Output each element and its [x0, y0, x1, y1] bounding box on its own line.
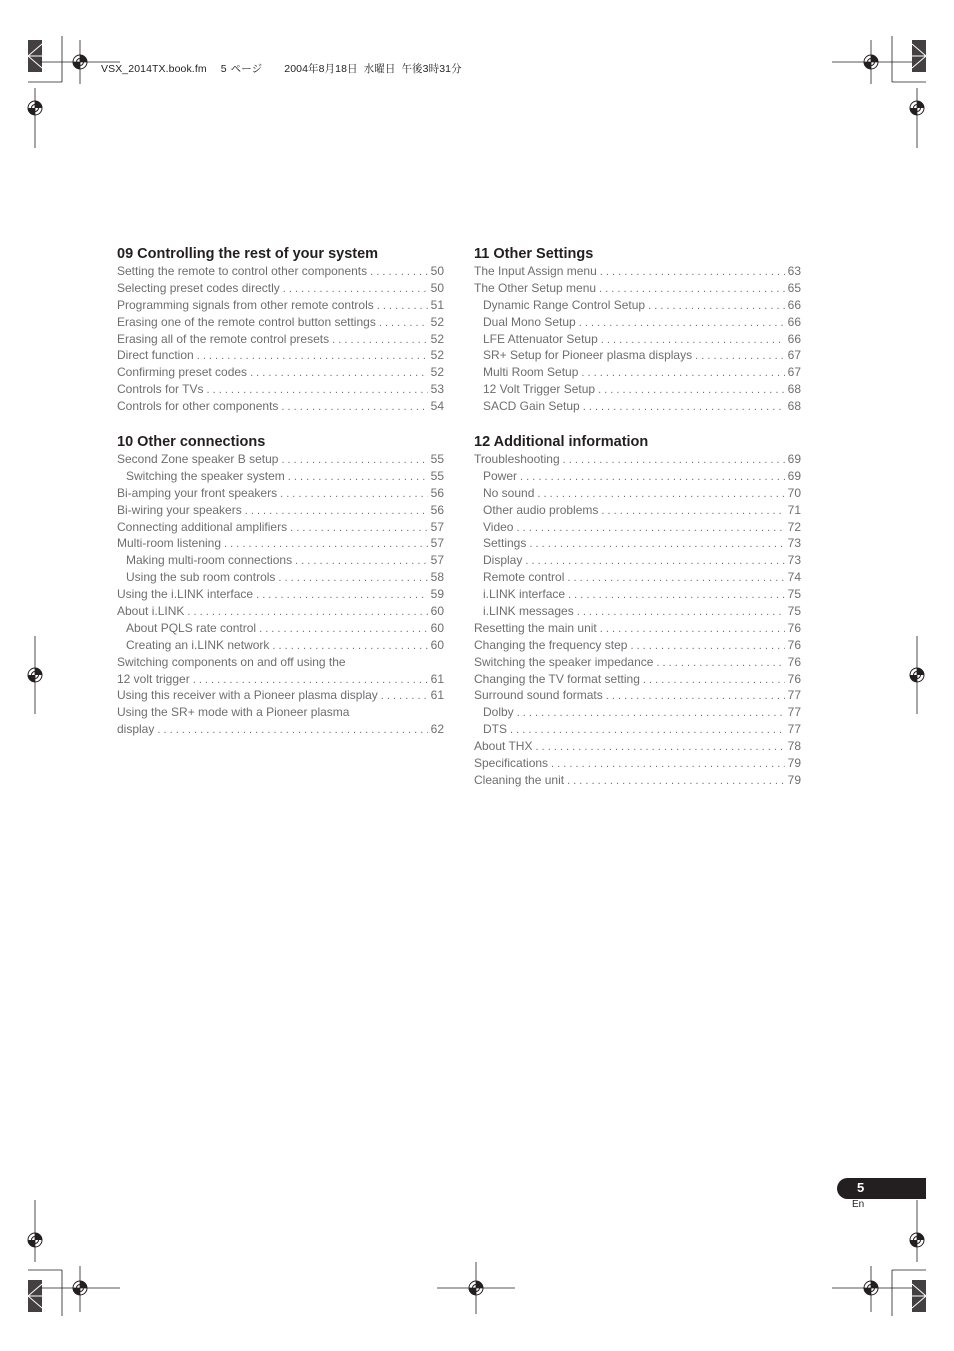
leader-dots [581, 365, 784, 382]
toc-entry-page: 60 [430, 620, 444, 635]
toc-subentry[interactable] [117, 552, 444, 569]
leader-dots [256, 587, 428, 604]
toc-entry-page: 77 [787, 722, 801, 737]
section-title: 10 Other connections [117, 434, 266, 451]
leader-dots [281, 452, 427, 469]
toc-entry-text: Selecting preset codes directly [117, 280, 280, 295]
toc-subentry[interactable] [474, 364, 801, 381]
leader-dots [598, 382, 785, 399]
toc-entry-text: Troubleshooting [474, 452, 560, 467]
toc-entry-text: Direct function [117, 348, 194, 363]
toc-entry-text: Cleaning the unit [474, 772, 565, 787]
toc-entry-page: 58 [430, 570, 444, 585]
toc-entry-page: 63 [787, 264, 801, 278]
toc-entry-text: Remote control [483, 570, 565, 585]
toc-entry-page: 66 [787, 297, 801, 312]
toc-entry-page: 78 [787, 739, 801, 754]
toc-entry-text: Dolby [483, 705, 514, 720]
toc-entry-page: 61 [430, 671, 444, 686]
toc-left-column [117, 245, 444, 756]
toc-entry-text: Other audio problems [483, 502, 599, 517]
toc-subentry[interactable] [117, 620, 444, 637]
toc-entry[interactable] [117, 331, 444, 348]
toc-entry-page: 68 [787, 399, 801, 414]
toc-entry-text: SR+ Setup for Pioneer plasma displays [483, 348, 693, 363]
toc-entry-text: Power [483, 468, 518, 483]
toc-entry-text: Controls for other components [117, 399, 279, 414]
toc-entry-page: 59 [430, 587, 444, 602]
toc-subentry[interactable] [474, 535, 801, 552]
toc-entry[interactable] [474, 654, 801, 671]
toc-entry-text: Controls for TVs [117, 382, 204, 397]
leader-dots [568, 587, 785, 604]
toc-entry-text: Using this receiver with a Pioneer plasma display [117, 688, 378, 703]
toc-entry-text: The Input Assign menu [474, 264, 597, 278]
toc-subentry[interactable] [474, 704, 801, 721]
leader-dots [520, 469, 785, 486]
toc-entry-page: 60 [430, 637, 444, 652]
toc-entry-text: 12 Volt Trigger Setup [483, 382, 596, 397]
toc-entry[interactable] [117, 398, 444, 415]
leader-dots [599, 281, 785, 298]
toc-entry-page: 75 [787, 587, 801, 602]
toc-entry-text: Setting the remote to control other components [117, 264, 368, 278]
leader-dots [600, 621, 785, 638]
toc-entry-page: 67 [787, 365, 801, 380]
toc-entry-text: Making multi-room connections [126, 553, 293, 568]
toc-entry-page: 57 [430, 519, 444, 534]
toc-entry-text: Video [483, 519, 514, 534]
leader-dots [259, 621, 428, 638]
leader-dots [290, 520, 428, 537]
leader-dots [377, 298, 428, 315]
leader-dots [283, 281, 428, 298]
page-number: 5 [857, 1180, 865, 1195]
leader-dots [516, 520, 784, 537]
language-label: En [852, 1199, 865, 1210]
toc-entry[interactable] [474, 687, 801, 704]
toc-entry[interactable] [117, 314, 444, 331]
toc-subentry[interactable] [474, 721, 801, 738]
toc-entry-page: 54 [430, 399, 444, 414]
toc-subentry[interactable] [474, 603, 801, 620]
toc-entry[interactable] [117, 535, 444, 552]
toc-section [117, 245, 444, 415]
toc-entry[interactable] [117, 687, 444, 704]
page-number-tab [837, 1178, 926, 1199]
toc-entry-page: 69 [787, 468, 801, 483]
toc-subentry[interactable] [474, 485, 801, 502]
leader-dots [600, 264, 785, 281]
toc-subentry[interactable] [474, 347, 801, 364]
toc-subentry[interactable] [474, 569, 801, 586]
toc-entry-page: 57 [430, 553, 444, 568]
toc-entry-text: No sound [483, 485, 535, 500]
toc-entry-page: 52 [430, 348, 444, 363]
toc-entry-page: 79 [787, 756, 801, 771]
toc-entry-page: 73 [787, 553, 801, 568]
leader-dots [583, 399, 785, 416]
leader-dots [250, 365, 428, 382]
toc-entry-page: 51 [430, 297, 444, 312]
toc-entry[interactable] [474, 280, 801, 297]
leader-dots [579, 315, 785, 332]
toc-entry-text: Resetting the main unit [474, 620, 597, 635]
toc-entry-page: 50 [430, 264, 444, 278]
leader-dots [567, 570, 784, 587]
toc-subentry[interactable] [474, 552, 801, 569]
toc-right-column [474, 245, 801, 807]
toc-entry-page: 75 [787, 604, 801, 619]
toc-entry-page: 61 [430, 688, 444, 703]
leader-dots [280, 486, 428, 503]
toc-entry-text: Confirming preset codes [117, 365, 248, 380]
toc-entry-text: Settings [483, 536, 527, 551]
toc-entry[interactable] [117, 381, 444, 398]
toc-section [474, 245, 801, 415]
slug-weekday: 水曜日 [363, 63, 396, 75]
leader-dots [272, 638, 427, 655]
toc-entry-page: 72 [787, 519, 801, 534]
leader-dots [332, 332, 428, 349]
leader-dots [567, 773, 785, 790]
leader-dots [529, 536, 784, 553]
toc-subentry[interactable] [474, 586, 801, 603]
toc-entry-text: Changing the frequency step [474, 637, 628, 652]
toc-entry-page: 73 [787, 536, 801, 551]
toc-entry[interactable] [117, 280, 444, 297]
leader-dots [370, 264, 427, 281]
leader-dots [537, 486, 784, 503]
slug-time: 午後3時31分 [401, 63, 462, 75]
toc-entry-text: Using the i.LINK interface [117, 587, 254, 602]
toc-entry[interactable] [117, 485, 444, 502]
leader-dots [563, 452, 785, 469]
toc-entry-page: 66 [787, 331, 801, 346]
leader-dots [643, 672, 785, 689]
slug-page: 5 [220, 63, 227, 75]
toc-entry-text: Display [483, 553, 523, 568]
leader-dots [606, 688, 785, 705]
toc-entry-text: The Other Setup menu [474, 280, 597, 295]
toc-entry[interactable] [474, 451, 801, 468]
toc-entry-page: 60 [430, 604, 444, 619]
toc-entry-page: 65 [787, 280, 801, 295]
slug-file: VSX_2014TX.book.fm [101, 63, 207, 75]
leader-dots [245, 503, 428, 520]
toc-entry[interactable] [474, 755, 801, 772]
leader-dots [577, 604, 785, 621]
toc-entry[interactable] [474, 772, 801, 789]
toc-entry[interactable] [474, 671, 801, 688]
toc-entry-page: 50 [430, 280, 444, 295]
toc-subentry[interactable] [474, 502, 801, 519]
toc-entry[interactable] [474, 263, 801, 280]
toc-entry[interactable] [117, 502, 444, 519]
toc-entry-page: 70 [787, 485, 801, 500]
toc-entry-page: 56 [430, 502, 444, 517]
toc-entry-text: DTS [483, 722, 507, 737]
toc-entry-page: 74 [787, 570, 801, 585]
toc-entry-text: Dynamic Range Control Setup [483, 297, 646, 312]
toc-entry-text: Specifications [474, 756, 549, 771]
toc-entry-text: Switching the speaker system [126, 468, 285, 483]
leader-dots [224, 536, 428, 553]
toc-entry-text: Bi-wiring your speakers [117, 502, 242, 517]
toc-entry-text: Connecting additional amplifiers [117, 519, 288, 534]
toc-entry-text: Second Zone speaker B setup [117, 452, 279, 467]
leader-dots [381, 688, 428, 705]
toc-entry-page: 76 [787, 654, 801, 669]
toc-entry-page: 76 [787, 620, 801, 635]
leader-dots [656, 655, 784, 672]
toc-entry-page: 67 [787, 348, 801, 363]
toc-entry-text: display [117, 722, 155, 737]
toc-entry[interactable] [474, 738, 801, 755]
toc-entry[interactable] [474, 637, 801, 654]
toc-subentry[interactable] [474, 398, 801, 415]
toc-entry-page: 52 [430, 365, 444, 380]
toc-entry-text: About PQLS rate control [126, 620, 257, 635]
toc-entry-text: Creating an i.LINK network [126, 637, 270, 652]
section-title: 11 Other Settings [474, 246, 594, 262]
toc-entry-text: Switching components on and off using the [117, 654, 346, 669]
toc-entry[interactable] [474, 620, 801, 637]
leader-dots [379, 315, 428, 332]
leader-dots [206, 382, 427, 399]
leader-dots [278, 570, 427, 587]
toc-entry-text: i.LINK messages [483, 604, 574, 619]
toc-subentry[interactable] [474, 297, 801, 314]
toc-entry[interactable] [117, 586, 444, 603]
leader-dots [601, 503, 784, 520]
toc-entry[interactable] [117, 297, 444, 314]
toc-subentry[interactable] [474, 519, 801, 536]
toc-entry-text: About i.LINK [117, 604, 185, 619]
toc-section [474, 433, 801, 789]
leader-dots [197, 348, 428, 365]
toc-entry-page: 57 [430, 536, 444, 551]
toc-entry-page: 76 [787, 671, 801, 686]
toc-entry-text: Dual Mono Setup [483, 314, 576, 329]
toc-entry-text: Erasing all of the remote control presets [117, 331, 330, 346]
toc-entry-page: 52 [430, 314, 444, 329]
leader-dots [157, 722, 427, 739]
toc-entry-text: i.LINK interface [483, 587, 566, 602]
toc-entry-page: 55 [430, 468, 444, 483]
toc-entry-text: Using the sub room controls [126, 570, 276, 585]
toc-entry-page: 77 [787, 705, 801, 720]
toc-entry-page: 69 [787, 452, 801, 467]
toc-entry-page: 77 [787, 688, 801, 703]
toc-entry-page: 68 [787, 382, 801, 397]
toc-entry-page: 66 [787, 314, 801, 329]
section-title: 12 Additional information [474, 434, 649, 451]
leader-dots [517, 705, 785, 722]
toc-subentry[interactable] [474, 331, 801, 348]
toc-entry-page: 79 [787, 772, 801, 787]
toc-entry-text: About THX [474, 739, 533, 754]
leader-dots [551, 756, 785, 773]
toc-entry-page: 53 [430, 382, 444, 397]
print-slug [101, 61, 476, 76]
toc-subentry[interactable] [474, 381, 801, 398]
slug-page-suffix: ページ [230, 63, 263, 75]
toc-entry-text: Programming signals from other remote controls [117, 297, 374, 312]
leader-dots [601, 332, 785, 349]
toc-subentry[interactable] [474, 468, 801, 485]
leader-dots [288, 469, 428, 486]
toc-entry-text: 12 volt trigger [117, 671, 190, 686]
toc-entry-text: Bi-amping your front speakers [117, 485, 278, 500]
toc-subentry[interactable] [474, 314, 801, 331]
leader-dots [648, 298, 785, 315]
toc-entry[interactable] [117, 654, 444, 688]
toc-subentry[interactable] [117, 637, 444, 654]
toc-entry[interactable] [117, 603, 444, 620]
toc-entry-text: Multi-room listening [117, 536, 222, 551]
slug-date: 2004年8月18日 [284, 63, 358, 75]
toc-entry-page: 56 [430, 485, 444, 500]
toc-entry-text: Surround sound formats [474, 688, 603, 703]
leader-dots [630, 638, 784, 655]
leader-dots [695, 348, 785, 365]
toc-entry-page: 62 [430, 722, 444, 737]
toc-entry[interactable] [117, 451, 444, 468]
leader-dots [281, 399, 427, 416]
toc-entry-page: 55 [430, 452, 444, 467]
toc-entry[interactable] [117, 364, 444, 381]
toc-entry-page: 71 [787, 502, 801, 517]
toc-entry-page: 52 [430, 331, 444, 346]
leader-dots [187, 604, 427, 621]
section-title: 09 Controlling the rest of your system [117, 246, 379, 262]
leader-dots [295, 553, 428, 570]
toc-entry-text: LFE Attenuator Setup [483, 331, 598, 346]
toc-subentry[interactable] [117, 569, 444, 586]
leader-dots [525, 553, 784, 570]
toc-subentry[interactable] [117, 468, 444, 485]
leader-dots [510, 722, 785, 739]
toc-entry-text: Multi Room Setup [483, 365, 579, 380]
leader-dots [193, 672, 428, 689]
toc-entry-page: 76 [787, 637, 801, 652]
toc-entry[interactable] [117, 347, 444, 364]
toc-entry[interactable] [117, 704, 444, 738]
leader-dots [535, 739, 784, 756]
toc-entry-text: Using the SR+ mode with a Pioneer plasma [117, 705, 350, 720]
toc-entry-text: Erasing one of the remote control button settings [117, 314, 376, 329]
toc-entry[interactable] [117, 263, 444, 280]
toc-entry-text: SACD Gain Setup [483, 399, 580, 414]
toc-entry-text: Changing the TV format setting [474, 671, 640, 686]
toc-section [117, 433, 444, 738]
toc-entry[interactable] [117, 519, 444, 536]
toc-entry-text: Switching the speaker impedance [474, 654, 654, 669]
